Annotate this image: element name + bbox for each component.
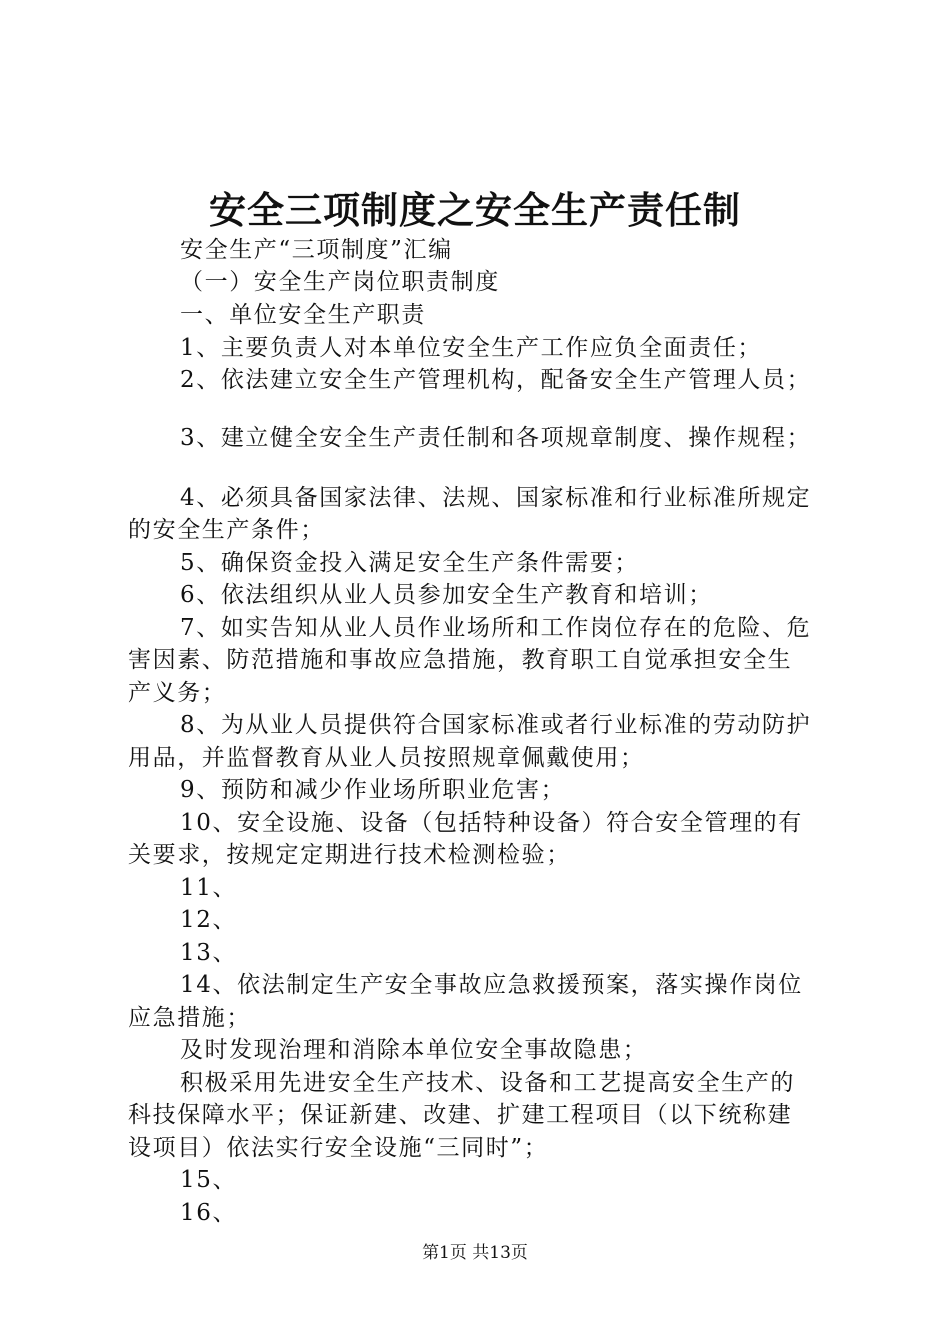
paragraph-line: 15、: [180, 1167, 238, 1193]
paragraph-line: 10、安全设施、设备（包括特种设备）符合安全管理的有: [180, 810, 803, 836]
paragraph-line: 13、: [180, 940, 238, 966]
paragraph-line: 害因素、防范措施和事故应急措施，教育职工自觉承担安全生: [128, 647, 793, 673]
paragraph-line: 12、: [180, 907, 238, 933]
paragraph-line: 9、预防和减少作业场所职业危害；: [180, 777, 566, 803]
paragraph-line: 产义务；: [128, 680, 227, 706]
paragraph-line: 16、: [180, 1200, 238, 1226]
paragraph-line: 关要求，按规定定期进行技术检测检验；: [128, 842, 571, 868]
paragraph-line: 及时发现治理和消除本单位安全事故隐患；: [180, 1037, 648, 1063]
paragraph-line: 一、单位安全生产职责: [180, 302, 426, 328]
paragraph-line: 6、依法组织从业人员参加安全生产教育和培训；: [180, 582, 713, 608]
paragraph-line: 8、为从业人员提供符合国家标准或者行业标准的劳动防护: [180, 712, 812, 738]
paragraph-line: 2、依法建立安全生产管理机构，配备安全生产管理人员；: [180, 367, 812, 393]
paragraph-line: 3、建立健全安全生产责任制和各项规章制度、操作规程；: [180, 425, 812, 451]
paragraph-line: 科技保障水平；保证新建、改建、扩建工程项目（以下统称建: [128, 1102, 793, 1128]
paragraph-line: 11、: [180, 875, 238, 901]
document-title: 安全三项制度之安全生产责任制: [209, 188, 741, 232]
paragraph-line: 5、确保资金投入满足安全生产条件需要；: [180, 550, 640, 576]
paragraph-line: 用品，并监督教育从业人员按照规章佩戴使用；: [128, 745, 645, 771]
paragraph-line: 积极采用先进安全生产技术、设备和工艺提高安全生产的: [180, 1070, 795, 1096]
paragraph-line: 的安全生产条件；: [128, 517, 325, 543]
page-footer: 第1页 共13页: [422, 1243, 528, 1263]
paragraph-line: 安全生产“三项制度”汇编: [180, 237, 453, 263]
paragraph-line: 14、依法制定生产安全事故应急救援预案，落实操作岗位: [180, 972, 803, 998]
paragraph-line: 应急措施；: [128, 1005, 251, 1031]
paragraph-line: 7、如实告知从业人员作业场所和工作岗位存在的危险、危: [180, 615, 812, 641]
paragraph-line: 4、必须具备国家法律、法规、国家标准和行业标准所规定: [180, 485, 812, 511]
paragraph-line: （一）安全生产岗位职责制度: [180, 269, 500, 295]
paragraph-line: 1、主要负责人对本单位安全生产工作应负全面责任；: [180, 335, 763, 361]
paragraph-line: 设项目）依法实行安全设施“三同时”；: [128, 1135, 549, 1161]
